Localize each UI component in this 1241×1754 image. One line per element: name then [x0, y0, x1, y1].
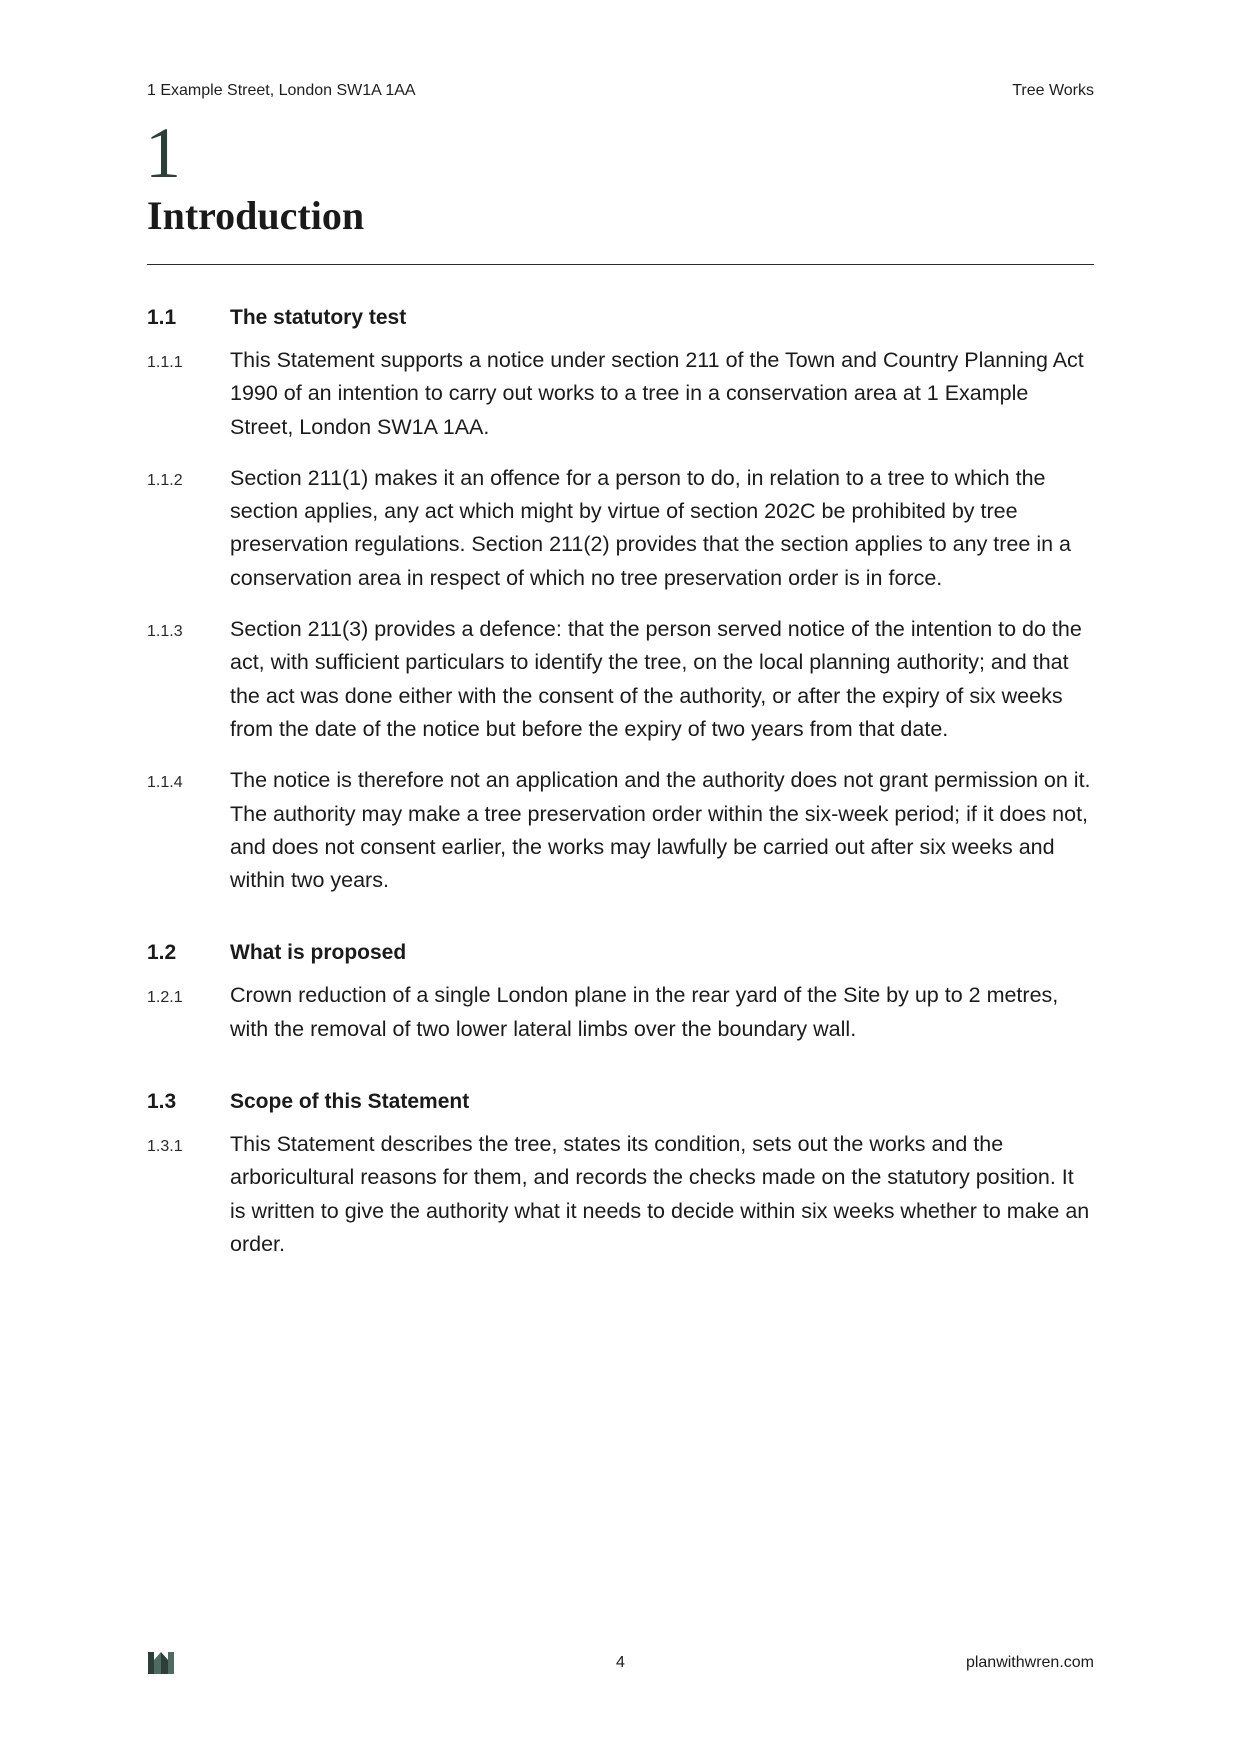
section-number: 1.1 [147, 306, 177, 329]
running-header [147, 82, 1094, 104]
paragraph-text: This Statement supports a notice under section 211 of the Town and Country Planning Act 1990 of an intention to carry out works to a tree in a conservation area at 1 Example Street, London SW1A 1AA. [230, 348, 1084, 439]
section-number: 1.2 [147, 941, 177, 965]
paragraph-text: Section 211(1) makes it an offence for a person to do, in relation to a tree to which the section applies, any act which might by virtue of section 202C be prohibited by tree preservation regulations. Section 211(2) provides that the section applies to any tree in a conservation area in respect of which no tree preservation order is in force. [230, 465, 1071, 590]
chapter-title: Introduction [147, 193, 365, 238]
section-heading [147, 937, 1094, 969]
paragraph-number: 1.1.3 [147, 623, 183, 641]
paragraph [147, 1128, 1094, 1261]
section-scope [147, 1086, 1094, 1261]
section-number: 1.3 [147, 1090, 177, 1114]
paragraph [147, 462, 1094, 595]
section-title: The statutory test [230, 306, 407, 329]
chapter-number: 1 [145, 113, 181, 193]
header-document-type: Tree Works [1012, 82, 1094, 99]
header-address: 1 Example Street, London SW1A 1AA [147, 82, 416, 99]
paragraph [147, 764, 1094, 897]
paragraph-number: 1.1.2 [147, 471, 183, 489]
section-statutory-test [147, 302, 1094, 897]
section-title: What is proposed [230, 941, 407, 965]
paragraph-number: 1.1.4 [147, 774, 183, 792]
paragraph-text: Crown reduction of a single London plane in the rear yard of the Site by up to 2 metres, with the removal of two lower lateral limbs over the boundary wall. [230, 983, 1059, 1041]
section-heading [147, 302, 1094, 334]
website-url: planwithwren.com [965, 1654, 1094, 1671]
paragraph [147, 613, 1094, 746]
paragraph-number: 1.3.1 [147, 1138, 183, 1156]
paragraph-text: Section 211(3) provides a defence: that the person served notice of the intention to do the act, with sufficient particulars to identify the tree, on the local planning authority; and that the act was done either with the consent of the authority, or after the expiry of six weeks from the date of the notice but before the expiry of two years from that date. [230, 617, 1082, 741]
section-heading [147, 1086, 1094, 1118]
page-number: 4 [616, 1654, 625, 1671]
paragraph-text: This Statement describes the tree, states its condition, sets out the works and the arboricultural reasons for them, and records the checks made on the statutory position. It is written to give the authority what it needs to decide within six weeks whether to make an order. [230, 1132, 1090, 1256]
section-what-is-proposed [147, 937, 1094, 1046]
document-body [147, 302, 1094, 1301]
page-footer [147, 1648, 1094, 1680]
paragraph-number: 1.2.1 [147, 989, 183, 1007]
section-title: Scope of this Statement [230, 1090, 470, 1114]
paragraph-number: 1.1.1 [147, 354, 183, 371]
paragraph-text: The notice is therefore not an application and the authority does not grant permission on it. The authority may make a tree preservation order within the six-week period; if it does not, and does not consent earlier, the works may lawfully be carried out after six weeks and within two years. [230, 768, 1091, 893]
chapter-divider [147, 264, 1094, 265]
paragraph [147, 344, 1094, 444]
paragraph [147, 979, 1094, 1046]
